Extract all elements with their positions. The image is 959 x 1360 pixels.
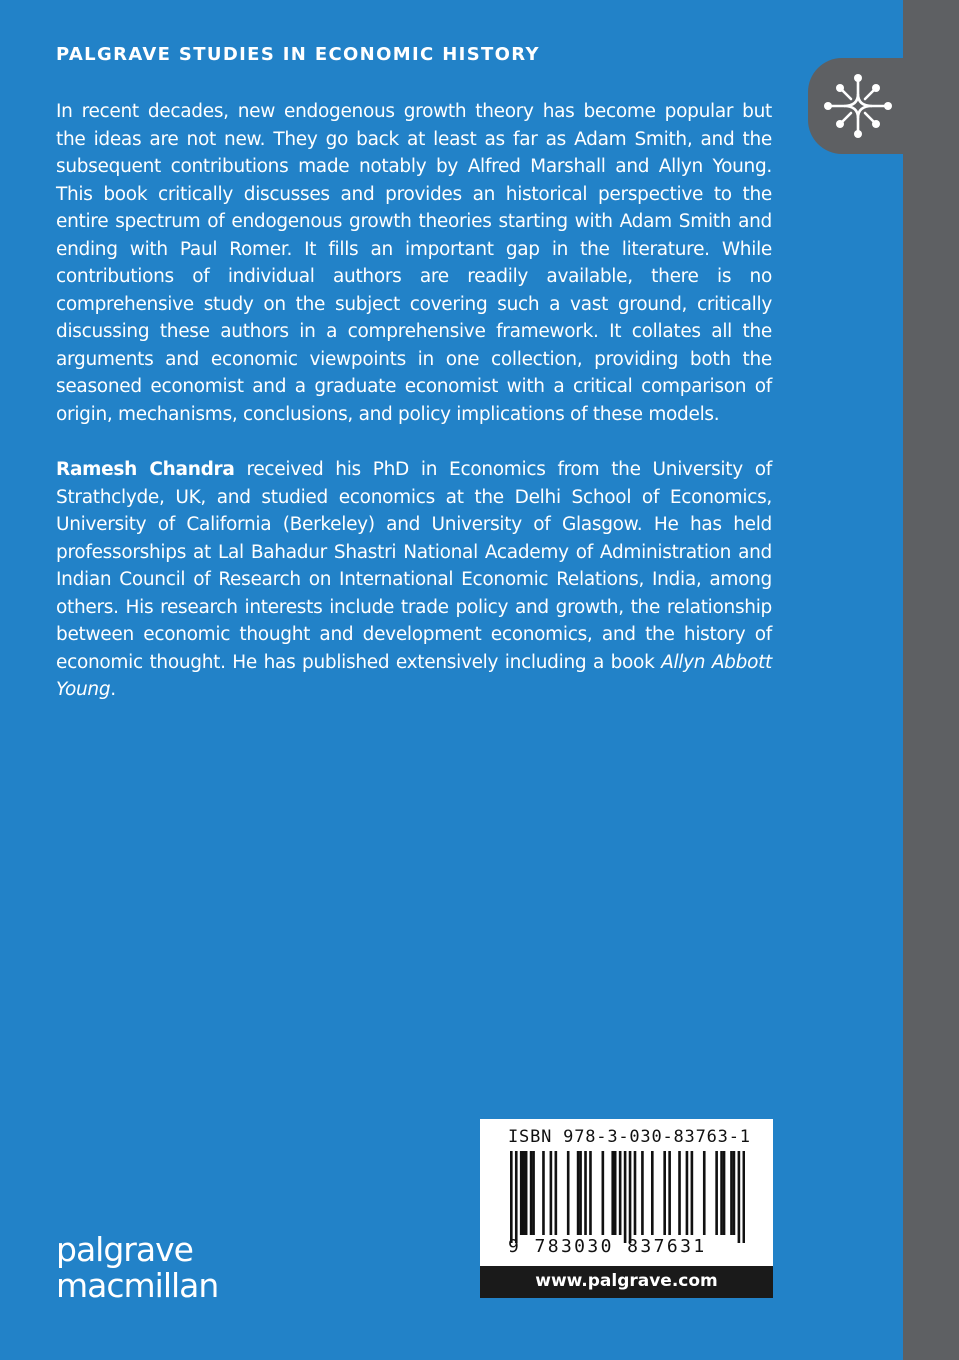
barcode-bar bbox=[663, 1151, 666, 1235]
publisher-name-line2: macmillan bbox=[56, 1266, 219, 1305]
barcode-bar bbox=[641, 1151, 644, 1235]
barcode-box bbox=[480, 1119, 773, 1266]
barcode-bar bbox=[686, 1151, 689, 1235]
barcode-bar bbox=[715, 1151, 718, 1235]
book-description: In recent decades, new endogenous growth theory has become popular but the ideas are not new. They go back at least as far as Adam Smith, and the subsequent contributions made notably by Alfred Marshall and Allyn Young. This book critically discusses and provides an historical perspective to the entire spectrum of endogenous growth theories starting with Adam Smith and ending with Paul Romer. It fills an important gap in the literature. While contributions of individual authors are readily available, there is no comprehensive study on the subject covering such a vast ground, critically discussing these authors in a comprehensive framework. It collates all the arguments and economic viewpoints in one collection, providing both the seasoned economist and a graduate economist with a critical comparison of origin, mechanisms, conclusions, and policy implications of these models. bbox=[56, 101, 772, 425]
publisher-logo bbox=[56, 1232, 218, 1304]
barcode-bar bbox=[567, 1151, 570, 1235]
barcode-bar bbox=[614, 1151, 617, 1235]
barcode-bar bbox=[520, 1151, 523, 1235]
barcode-bar bbox=[733, 1151, 736, 1235]
barcode-bar bbox=[691, 1151, 694, 1235]
barcode-bar bbox=[668, 1151, 671, 1235]
barcode-bar bbox=[743, 1151, 745, 1243]
author-bio bbox=[56, 456, 772, 704]
publisher-name-line1: palgrave bbox=[56, 1230, 193, 1269]
spine bbox=[903, 0, 959, 1360]
barcode-bar bbox=[542, 1151, 545, 1235]
barcode-bar bbox=[611, 1151, 614, 1235]
isbn-label: ISBN 978-3-030-83763-1 bbox=[508, 1127, 751, 1147]
barcode-bar bbox=[579, 1151, 582, 1235]
barcode-bar bbox=[525, 1151, 528, 1235]
barcode-bar bbox=[515, 1151, 518, 1243]
barcode-bar bbox=[602, 1151, 605, 1235]
barcode-bar bbox=[738, 1151, 741, 1243]
barcode-bar bbox=[629, 1151, 632, 1243]
barcode-bar bbox=[651, 1151, 654, 1235]
author-bio-end: . bbox=[110, 679, 116, 700]
publisher-url: www.palgrave.com bbox=[480, 1266, 773, 1298]
barcode-bar bbox=[634, 1151, 637, 1235]
barcode-bar bbox=[589, 1151, 592, 1235]
barcode-bar bbox=[532, 1151, 535, 1235]
barcode-bar bbox=[550, 1151, 553, 1235]
palgrave-star-logo-icon bbox=[820, 70, 896, 142]
barcode-bar bbox=[720, 1151, 723, 1235]
barcode-bar bbox=[624, 1151, 627, 1243]
barcode-bar bbox=[522, 1151, 525, 1235]
author-name: Ramesh Chandra bbox=[56, 459, 235, 480]
logo-tab bbox=[808, 58, 908, 154]
author-book-title: Allyn Abbott Young bbox=[56, 651, 772, 700]
barcode-bar bbox=[584, 1151, 587, 1235]
barcode-bar bbox=[723, 1151, 726, 1235]
barcode-bar bbox=[730, 1151, 733, 1235]
barcode-bar bbox=[530, 1151, 533, 1235]
barcode-bar bbox=[678, 1151, 681, 1235]
barcode-bar bbox=[577, 1151, 580, 1235]
isbn-digits: 9 783030 837631 bbox=[508, 1236, 707, 1257]
barcode-bars bbox=[510, 1151, 745, 1243]
barcode-bar bbox=[619, 1151, 622, 1235]
author-bio-text: received his PhD in Economics from the University of Strathclyde, UK, and studied economics at the Delhi School of Economics, University of California (Berkeley) and University of Glasgow. He has held professorships at Lal Bahadur Shastri National Academy of Administration and Indian Council of Research on International Economic Relations, India, among others. His research interests include trade policy and growth, the relationship between economic thought and development economics, and the history of economic thought. He has published extensively including a book bbox=[56, 459, 772, 673]
barcode-bar bbox=[555, 1151, 558, 1235]
barcode-bar bbox=[510, 1151, 513, 1243]
series-title: PALGRAVE STUDIES IN ECONOMIC HISTORY bbox=[56, 44, 540, 65]
barcode-bar bbox=[703, 1151, 706, 1235]
